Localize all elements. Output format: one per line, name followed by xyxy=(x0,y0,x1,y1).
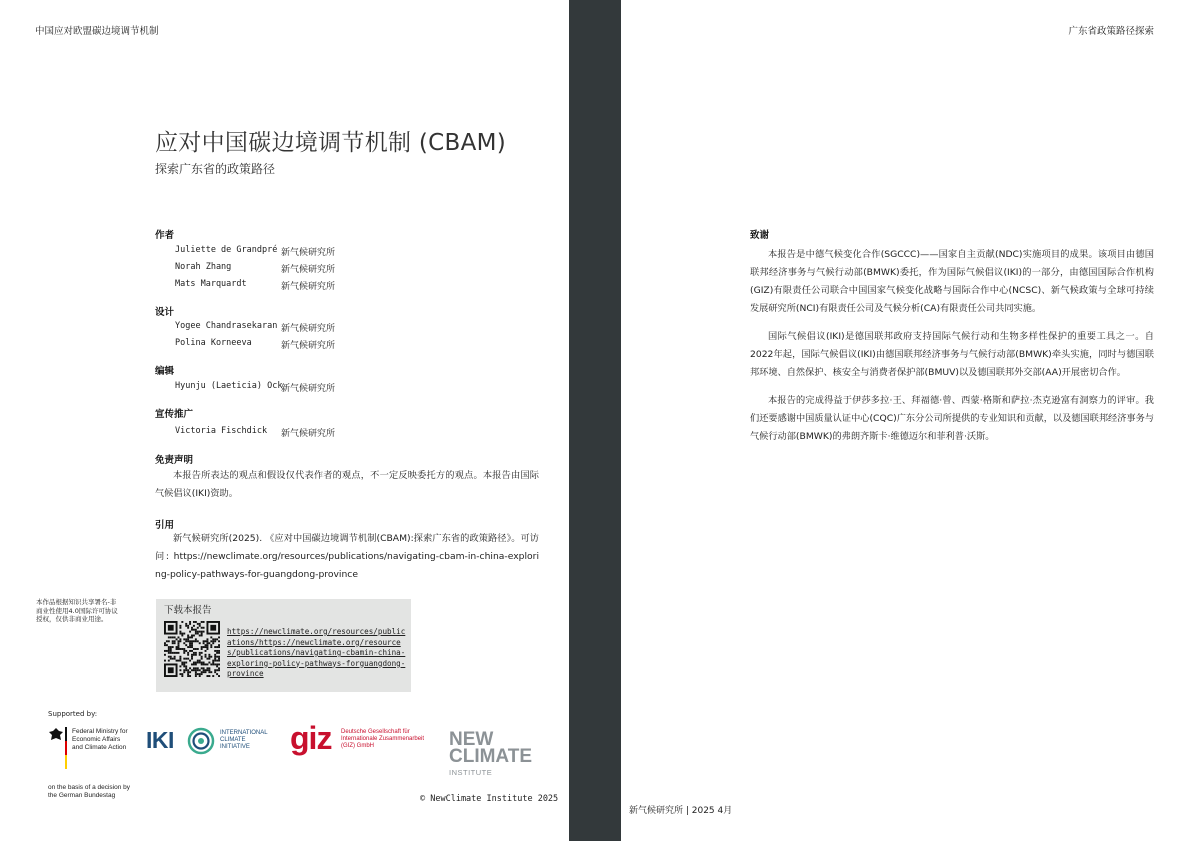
author-name: Juliette de Grandpré xyxy=(175,245,278,255)
acknowledgements-body xyxy=(750,246,1154,446)
giz-abbrev: giz xyxy=(290,720,332,756)
designer-name: Yogee Chandrasekaran xyxy=(175,321,278,331)
left-running-header: 中国应对欧盟碳边境调节机制 xyxy=(35,26,159,37)
left-page xyxy=(0,0,569,841)
bmwk-text: Federal Ministry for Economic Affairs and Climate Action xyxy=(72,728,128,751)
bmwk-logo xyxy=(48,727,138,807)
promotion-heading: 宣传推广 xyxy=(155,409,194,420)
editor-org: 新气候研究所 xyxy=(281,384,336,394)
giz-logo xyxy=(290,722,430,762)
federal-eagle-icon xyxy=(48,727,64,745)
iki-abbrev: IKI xyxy=(146,727,174,753)
acknowledgements-heading: 致谢 xyxy=(750,230,770,241)
author-name: Mats Marquardt xyxy=(175,279,247,289)
design-heading: 设计 xyxy=(155,307,175,318)
author-org: 新气候研究所 xyxy=(281,265,336,275)
citation-text: 新气候研究所(2025). 《应对中国碳边境调节机制(CBAM):探索广东省的政策路径》。可访问: https://newclimate.org/resources/publications/navigating-cbam-in-china-exploring-policy-pathways-for-guangdong-province xyxy=(155,533,539,580)
right-page xyxy=(621,0,1190,841)
designer-org: 新气候研究所 xyxy=(281,341,336,351)
newclimate-line3: INSTITUTE xyxy=(449,768,493,777)
download-box xyxy=(156,599,411,692)
page-spine xyxy=(569,0,621,841)
promoter-name: Victoria Fischdick xyxy=(175,426,268,436)
authors-heading: 作者 xyxy=(155,230,175,241)
bundestag-text: on the basis of a decision by the German Bundestag xyxy=(48,784,131,799)
editor-name: Hyunju (Laeticia) Ock xyxy=(175,381,283,391)
promoter-org: 新气候研究所 xyxy=(281,429,336,439)
iki-text: INTERNATIONAL CLIMATE INITIATIVE xyxy=(220,730,268,750)
designer-org: 新气候研究所 xyxy=(281,324,336,334)
download-link[interactable]: https://newclimate.org/resources/publications/https://newclimate.org/resources/publications/navigating-cbamin-china-exploring-policy-pathways-forguangdong-province xyxy=(227,627,406,678)
author-name: Norah Zhang xyxy=(175,262,232,272)
citation-heading: 引用 xyxy=(155,520,175,531)
newclimate-line2: CLIMATE xyxy=(449,746,533,767)
ack-paragraph: 本报告是中德气候变化合作(SGCCC)——国家自主贡献(NDC)实施项目的成果。该项目由德国联邦经济事务与气候行动部(BMWK)委托，作为国际气候倡议(IKI)的一部分，由德国国际合作机构(GIZ)有限责任公司联合中国国家气候变化战略与国际合作中心(NCSC)、新气候政策与全球可持续发展研究所(NCI)有限责任公司及气候分析(CA)有限责任公司共同实施。 xyxy=(750,249,1154,314)
designer-name: Polina Korneeva xyxy=(175,338,252,348)
disclaimer-heading: 免责声明 xyxy=(155,455,194,466)
disclaimer-text: 本报告所表达的观点和假设仅代表作者的观点，不一定反映委托方的观点。本报告由国际气候倡议(IKI)资助。 xyxy=(155,470,539,499)
right-footer: 新气候研究所 | 2025 4月 xyxy=(629,806,733,816)
flag-gold-stripe xyxy=(65,755,67,769)
report-title: 应对中国碳边境调节机制 (CBAM) xyxy=(155,130,507,156)
giz-text: Deutsche Gesellschaft für Internationale Zusammenarbeit (GIZ) GmbH xyxy=(341,729,425,749)
ack-paragraph: 本报告的完成得益于伊莎多拉·王、拜福德·曾、西蒙·格斯和萨拉·杰克逊富有洞察力的评审。我们还要感谢中国质量认证中心(CQC)广东分公司所提供的专业知识和贡献，以及德国联邦经济事务与气候行动部(BMWK)的弗朗齐斯卡·维德迈尔和菲利普·沃斯。 xyxy=(750,395,1154,442)
flag-black-stripe xyxy=(65,727,67,741)
author-org: 新气候研究所 xyxy=(281,248,336,258)
iki-logo xyxy=(146,727,276,757)
author-org: 新气候研究所 xyxy=(281,282,336,292)
newclimate-logo xyxy=(449,730,554,782)
newclimate-line1: NEW xyxy=(449,729,494,750)
editing-heading: 编辑 xyxy=(155,366,175,377)
report-subtitle: 探索广东省的政策路径 xyxy=(155,162,276,176)
qr-code-icon[interactable] xyxy=(164,621,220,677)
right-running-header: 广东省政策路径探索 xyxy=(1068,26,1154,37)
iki-rings-icon xyxy=(187,727,215,755)
ack-paragraph: 国际气候倡议(IKI)是德国联邦政府支持国际气候行动和生物多样性保护的重要工具之一。自2022年起，国际气候倡议(IKI)由德国联邦经济事务与气候行动部(BMWK)牵头实施，同时与德国联邦环境、自然保护、核安全与消费者保护部(BMUV)以及德国联邦外交部(AA)开展密切合作。 xyxy=(750,331,1154,378)
supported-by-label: Supported by: xyxy=(48,710,98,718)
copyright: © NewClimate Institute 2025 xyxy=(420,794,559,804)
download-title: 下载本报告 xyxy=(164,605,212,616)
license-note: 本作品根据知识共享署名-非商业性使用4.0国际许可协议授权，仅供非商业用途。 xyxy=(36,598,118,623)
flag-red-stripe xyxy=(65,741,67,755)
